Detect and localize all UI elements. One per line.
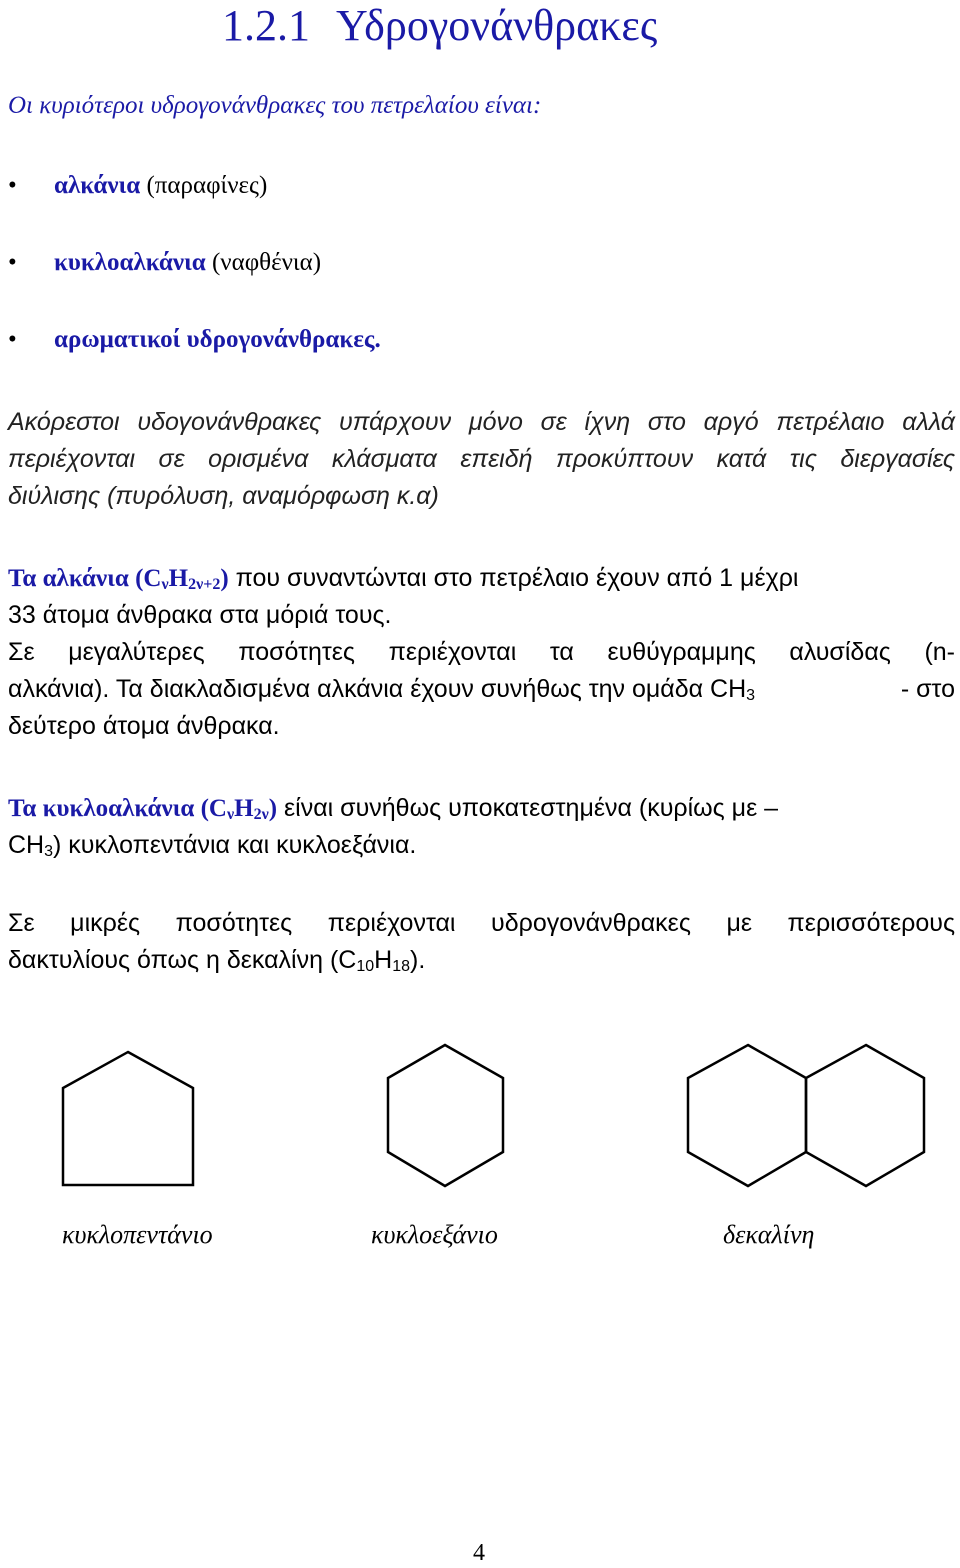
paragraph-line [8,942,955,979]
cycloalkanes-rest: είναι συνήθως υποκατεστημένα (κυρίως με – [277,794,779,822]
paragraph-line: Ακόρεστοι υδογονάνθρακες υπάρχουν μόνο σε ίχνη στο αργό πετρέλαιο αλλά [8,408,955,436]
cyclopentane-label: κυκλοπεντάνιο [62,1220,213,1249]
subscript: 3 [746,687,756,704]
paragraph-line: Σε μικρές ποσότητες περιέχονται υδρογονάνθρακες με περισσότερους [8,909,955,937]
paragraph-line [8,671,955,708]
alkanes-branch-end: - στο [900,675,955,703]
subscript: 2ν [253,806,269,823]
structures-figure [0,1030,960,1220]
paragraph-line [8,790,955,827]
polycyclic-paragraph [8,905,955,979]
paragraph-line: περιέχονται σε ορισμένα κλάσματα επειδή προκύπτουν κατά τις διεργασίες [8,445,955,473]
formula-h: H [234,795,254,822]
list-item-term: αρωματικοί υδρογονάνθρακες. [54,326,381,353]
cyclohexane-label: κυκλοεξάνιο [371,1220,498,1249]
list-item-note: (ναφθένια) [205,249,322,276]
alkanes-term: Τα αλκάνια (C [8,565,162,592]
subscript: 10 [356,958,375,975]
list-item [8,326,381,354]
formula-ch: CH [8,831,45,859]
cyclopentane-structure [63,1052,193,1185]
subtitle: Οι κυριότεροι υδρογονάνθρακες του πετρελαίου είναι: [8,92,542,119]
cycloalkanes-paragraph [8,790,955,864]
section-title: Υδρογονάνθρακες [336,1,658,50]
subscript: ν [226,806,235,823]
bullet-icon: • [8,172,17,199]
formula-close: ). [410,946,426,974]
formula-close: ) [268,795,278,822]
decalin-text: δακτυλίους όπως η δεκαλίνη (C [8,946,357,974]
paragraph-line: δεύτερο άτομα άνθρακα. [8,712,280,740]
formula-h: H [374,946,393,974]
cyclohexane-structure [388,1045,503,1186]
alkanes-rest: που συναντώνται στο πετρέλαιο έχουν από 1 μέχρι [228,564,799,592]
paragraph-line: 33 άτομα άνθρακα στα μόριά τους. [8,601,392,629]
subscript: 18 [392,958,410,975]
list-item [8,172,267,200]
paragraph-line: Σε μεγαλύτερες ποσότητες περιέχονται τα ευθύγραμμης αλυσίδας (n- [8,638,955,666]
subscript: ν [161,576,169,593]
formula-close: ) [220,565,229,592]
alkanes-branch-text: αλκάνια). Τα διακλαδισμένα αλκάνια έχουν συνήθως την ομάδα CH [8,675,747,703]
unsaturated-paragraph [8,404,955,515]
list-item-term: κυκλοαλκάνια [54,249,206,276]
subscript: 2ν+2 [188,576,221,593]
alkanes-paragraph [8,560,955,745]
decalin-label: δεκαλίνη [723,1220,815,1249]
bullet-icon: • [8,249,17,276]
list-item-term: αλκάνια [54,172,141,199]
section-number: 1.2.1 [222,1,310,50]
cycloalkanes-types: ) κυκλοπεντάνια και κυκλοεξάνια. [53,831,417,859]
list-item-note: (παραφίνες) [140,172,268,199]
list-item [8,249,321,277]
subscript: 3 [44,843,54,860]
decalin-left-ring [688,1045,806,1186]
page-title [222,0,657,51]
paragraph-line: διύλισης (πυρόλυση, αναμόρφωση κ.α) [8,482,439,510]
paragraph-line [8,560,955,597]
formula-h: H [168,565,189,592]
cycloalkanes-term: Τα κυκλοαλκάνια (C [8,795,227,822]
bullet-icon: • [8,326,17,353]
decalin-right-ring [806,1045,924,1186]
paragraph-line [8,827,955,864]
page-number: 4 [473,1540,485,1566]
